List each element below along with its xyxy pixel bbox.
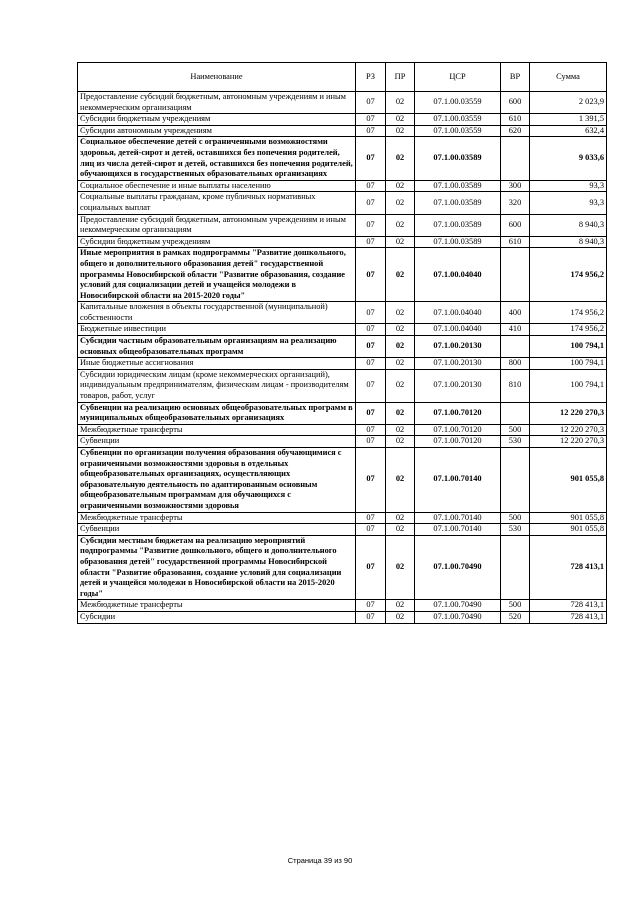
table-row bbox=[78, 114, 607, 126]
table-row bbox=[78, 512, 607, 524]
cell-pr: 02 bbox=[386, 192, 415, 214]
cell-name: Субсидии bbox=[78, 611, 356, 623]
cell-name: Бюджетные инвестиции bbox=[78, 324, 356, 336]
cell-rz: 07 bbox=[356, 336, 386, 358]
cell-name: Межбюджетные трансферты bbox=[78, 600, 356, 612]
cell-vr: 320 bbox=[501, 192, 530, 214]
cell-sum: 12 220 270,3 bbox=[530, 424, 607, 436]
cell-name: Капитальные вложения в объекты государственной (муниципальной) собственности bbox=[78, 302, 356, 324]
cell-csr: 07.1.00.70140 bbox=[415, 512, 501, 524]
cell-pr: 02 bbox=[386, 524, 415, 536]
cell-sum: 100 794,1 bbox=[530, 358, 607, 370]
cell-pr: 02 bbox=[386, 436, 415, 448]
table-row bbox=[78, 137, 607, 180]
page-number: Страница 39 из 90 bbox=[287, 856, 353, 865]
cell-csr: 07.1.00.70490 bbox=[415, 611, 501, 623]
cell-csr: 07.1.00.03589 bbox=[415, 236, 501, 248]
cell-vr: 610 bbox=[501, 236, 530, 248]
cell-rz: 07 bbox=[356, 402, 386, 424]
cell-rz: 07 bbox=[356, 448, 386, 513]
cell-vr bbox=[501, 448, 530, 513]
cell-rz: 07 bbox=[356, 369, 386, 402]
cell-sum: 8 940,3 bbox=[530, 214, 607, 236]
cell-name: Субвенции на реализацию основных общеобразовательных программ в муниципальных общеобразовательных организациях bbox=[78, 402, 356, 424]
table-row bbox=[78, 358, 607, 370]
cell-vr bbox=[501, 535, 530, 600]
table-row bbox=[78, 92, 607, 114]
table-row bbox=[78, 535, 607, 600]
cell-sum: 174 956,2 bbox=[530, 324, 607, 336]
table-row bbox=[78, 600, 607, 612]
cell-name: Субсидии юридическим лицам (кроме некоммерческих организаций), индивидуальным предпринимателям, физическим лицам - производителям товаров, работ, услуг bbox=[78, 369, 356, 402]
table-row bbox=[78, 611, 607, 623]
table-row bbox=[78, 436, 607, 448]
cell-pr: 02 bbox=[386, 369, 415, 402]
cell-rz: 07 bbox=[356, 114, 386, 126]
cell-vr: 410 bbox=[501, 324, 530, 336]
cell-csr: 07.1.00.20130 bbox=[415, 336, 501, 358]
cell-vr: 610 bbox=[501, 114, 530, 126]
cell-csr: 07.1.00.70490 bbox=[415, 535, 501, 600]
cell-vr: 500 bbox=[501, 600, 530, 612]
cell-csr: 07.1.00.03559 bbox=[415, 114, 501, 126]
cell-pr: 02 bbox=[386, 424, 415, 436]
cell-name: Субсидии автономным учреждениям bbox=[78, 125, 356, 137]
cell-name: Субвенции bbox=[78, 436, 356, 448]
table-row bbox=[78, 402, 607, 424]
cell-sum: 8 940,3 bbox=[530, 236, 607, 248]
cell-vr: 620 bbox=[501, 125, 530, 137]
header-sum: Сумма bbox=[530, 63, 607, 92]
cell-csr: 07.1.00.03559 bbox=[415, 125, 501, 137]
cell-name: Межбюджетные трансферты bbox=[78, 424, 356, 436]
cell-pr: 02 bbox=[386, 535, 415, 600]
cell-pr: 02 bbox=[386, 512, 415, 524]
cell-csr: 07.1.00.04040 bbox=[415, 302, 501, 324]
cell-rz: 07 bbox=[356, 192, 386, 214]
table-row bbox=[78, 302, 607, 324]
cell-pr: 02 bbox=[386, 448, 415, 513]
cell-sum: 12 220 270,3 bbox=[530, 436, 607, 448]
cell-csr: 07.1.00.70120 bbox=[415, 436, 501, 448]
table-row bbox=[78, 214, 607, 236]
cell-name: Предоставление субсидий бюджетным, автономным учреждениям и иным некоммерческим организациям bbox=[78, 92, 356, 114]
cell-rz: 07 bbox=[356, 92, 386, 114]
cell-sum: 901 055,8 bbox=[530, 512, 607, 524]
cell-name: Предоставление субсидий бюджетным, автономным учреждениям и иным некоммерческим организациям bbox=[78, 214, 356, 236]
cell-pr: 02 bbox=[386, 402, 415, 424]
cell-name: Субвенции по организации получения образования обучающимися с ограниченными возможностями здоровья в отдельных общеобразовательных организациях, осуществляющих образовательную деятельность по адаптированным основным общеобразовательным программам для обучающихся с ограниченными возможностями здоровья bbox=[78, 448, 356, 513]
cell-vr bbox=[501, 336, 530, 358]
cell-csr: 07.1.00.70140 bbox=[415, 524, 501, 536]
cell-csr: 07.1.00.70120 bbox=[415, 402, 501, 424]
cell-rz: 07 bbox=[356, 236, 386, 248]
cell-sum: 728 413,1 bbox=[530, 535, 607, 600]
budget-table bbox=[77, 62, 607, 624]
table-row bbox=[78, 125, 607, 137]
cell-name: Субсидии бюджетным учреждениям bbox=[78, 114, 356, 126]
cell-name: Иные бюджетные ассигнования bbox=[78, 358, 356, 370]
cell-vr: 520 bbox=[501, 611, 530, 623]
cell-rz: 07 bbox=[356, 358, 386, 370]
cell-sum: 93,3 bbox=[530, 192, 607, 214]
table-row bbox=[78, 369, 607, 402]
table-row bbox=[78, 180, 607, 192]
table-row bbox=[78, 524, 607, 536]
cell-vr: 500 bbox=[501, 512, 530, 524]
table-row bbox=[78, 324, 607, 336]
header-rz: РЗ bbox=[356, 63, 386, 92]
cell-name: Социальные выплаты гражданам, кроме публичных нормативных социальных выплат bbox=[78, 192, 356, 214]
cell-rz: 07 bbox=[356, 302, 386, 324]
cell-sum: 100 794,1 bbox=[530, 336, 607, 358]
cell-rz: 07 bbox=[356, 524, 386, 536]
cell-name: Субвенции bbox=[78, 524, 356, 536]
cell-name: Иные мероприятия в рамках подпрограммы "Развитие дошкольного, общего и дополнительного образования детей" государственной программы Новосибирской области "Развитие образования, создание условий для социализации детей и учащейся молодежи в Новосибирской области на 2015-2020 годы" bbox=[78, 248, 356, 302]
cell-vr: 530 bbox=[501, 436, 530, 448]
header-pr: ПР bbox=[386, 63, 415, 92]
cell-name: Субсидии местным бюджетам на реализацию мероприятий подпрограммы "Развитие дошкольного, общего и дополнительного образования детей" государственной программы Новосибирской области "Развитие образования, создание условий для социализации детей и учащейся молодежи в Новосибирской области на 2015-2020 годы" bbox=[78, 535, 356, 600]
cell-vr: 400 bbox=[501, 302, 530, 324]
cell-name: Социальное обеспечение детей с ограниченными возможностями здоровья, детей-сирот и детей, оставшихся без попечения родителей, лиц из числа детей-сирот и детей, оставшихся без попечения родителей, обучающихся в государственных образовательных организациях bbox=[78, 137, 356, 180]
cell-pr: 02 bbox=[386, 92, 415, 114]
cell-csr: 07.1.00.70120 bbox=[415, 424, 501, 436]
cell-csr: 07.1.00.04040 bbox=[415, 248, 501, 302]
cell-pr: 02 bbox=[386, 600, 415, 612]
header-name: Наименование bbox=[78, 63, 356, 92]
cell-rz: 07 bbox=[356, 600, 386, 612]
cell-vr bbox=[501, 248, 530, 302]
cell-vr: 600 bbox=[501, 214, 530, 236]
cell-sum: 9 033,6 bbox=[530, 137, 607, 180]
cell-sum: 728 413,1 bbox=[530, 611, 607, 623]
cell-csr: 07.1.00.03589 bbox=[415, 137, 501, 180]
cell-vr: 600 bbox=[501, 92, 530, 114]
cell-sum: 2 023,9 bbox=[530, 92, 607, 114]
cell-rz: 07 bbox=[356, 125, 386, 137]
cell-name: Субсидии частным образовательным организациям на реализацию основных общеобразовательных программ bbox=[78, 336, 356, 358]
cell-csr: 07.1.00.03559 bbox=[415, 92, 501, 114]
cell-pr: 02 bbox=[386, 324, 415, 336]
cell-vr: 810 bbox=[501, 369, 530, 402]
table-row bbox=[78, 192, 607, 214]
cell-csr: 07.1.00.20130 bbox=[415, 358, 501, 370]
cell-pr: 02 bbox=[386, 114, 415, 126]
cell-sum: 1 391,5 bbox=[530, 114, 607, 126]
table-header-row bbox=[78, 63, 607, 92]
cell-sum: 12 220 270,3 bbox=[530, 402, 607, 424]
cell-pr: 02 bbox=[386, 236, 415, 248]
cell-pr: 02 bbox=[386, 611, 415, 623]
cell-rz: 07 bbox=[356, 248, 386, 302]
cell-name: Межбюджетные трансферты bbox=[78, 512, 356, 524]
cell-pr: 02 bbox=[386, 358, 415, 370]
cell-pr: 02 bbox=[386, 125, 415, 137]
cell-csr: 07.1.00.03589 bbox=[415, 192, 501, 214]
cell-sum: 901 055,8 bbox=[530, 448, 607, 513]
table-row bbox=[78, 236, 607, 248]
cell-pr: 02 bbox=[386, 248, 415, 302]
cell-vr: 300 bbox=[501, 180, 530, 192]
cell-rz: 07 bbox=[356, 512, 386, 524]
cell-rz: 07 bbox=[356, 424, 386, 436]
cell-rz: 07 bbox=[356, 180, 386, 192]
cell-sum: 632,4 bbox=[530, 125, 607, 137]
cell-vr bbox=[501, 402, 530, 424]
cell-sum: 174 956,2 bbox=[530, 248, 607, 302]
cell-csr: 07.1.00.70140 bbox=[415, 448, 501, 513]
cell-rz: 07 bbox=[356, 611, 386, 623]
header-csr: ЦСР bbox=[415, 63, 501, 92]
table-row bbox=[78, 448, 607, 513]
cell-rz: 07 bbox=[356, 436, 386, 448]
cell-csr: 07.1.00.03589 bbox=[415, 180, 501, 192]
cell-name: Субсидии бюджетным учреждениям bbox=[78, 236, 356, 248]
cell-vr bbox=[501, 137, 530, 180]
cell-rz: 07 bbox=[356, 214, 386, 236]
cell-csr: 07.1.00.20130 bbox=[415, 369, 501, 402]
cell-vr: 800 bbox=[501, 358, 530, 370]
cell-csr: 07.1.00.04040 bbox=[415, 324, 501, 336]
cell-sum: 901 055,8 bbox=[530, 524, 607, 536]
cell-csr: 07.1.00.03589 bbox=[415, 214, 501, 236]
cell-vr: 500 bbox=[501, 424, 530, 436]
table-row bbox=[78, 248, 607, 302]
cell-sum: 174 956,2 bbox=[530, 302, 607, 324]
cell-sum: 93,3 bbox=[530, 180, 607, 192]
table-row bbox=[78, 424, 607, 436]
cell-pr: 02 bbox=[386, 214, 415, 236]
cell-pr: 02 bbox=[386, 302, 415, 324]
cell-pr: 02 bbox=[386, 137, 415, 180]
cell-pr: 02 bbox=[386, 180, 415, 192]
table-body bbox=[78, 92, 607, 624]
cell-name: Социальное обеспечение и иные выплаты населению bbox=[78, 180, 356, 192]
cell-rz: 07 bbox=[356, 137, 386, 180]
cell-sum: 728 413,1 bbox=[530, 600, 607, 612]
table-row bbox=[78, 336, 607, 358]
header-vr: ВР bbox=[501, 63, 530, 92]
cell-vr: 530 bbox=[501, 524, 530, 536]
cell-csr: 07.1.00.70490 bbox=[415, 600, 501, 612]
cell-sum: 100 794,1 bbox=[530, 369, 607, 402]
cell-rz: 07 bbox=[356, 535, 386, 600]
cell-pr: 02 bbox=[386, 336, 415, 358]
cell-rz: 07 bbox=[356, 324, 386, 336]
